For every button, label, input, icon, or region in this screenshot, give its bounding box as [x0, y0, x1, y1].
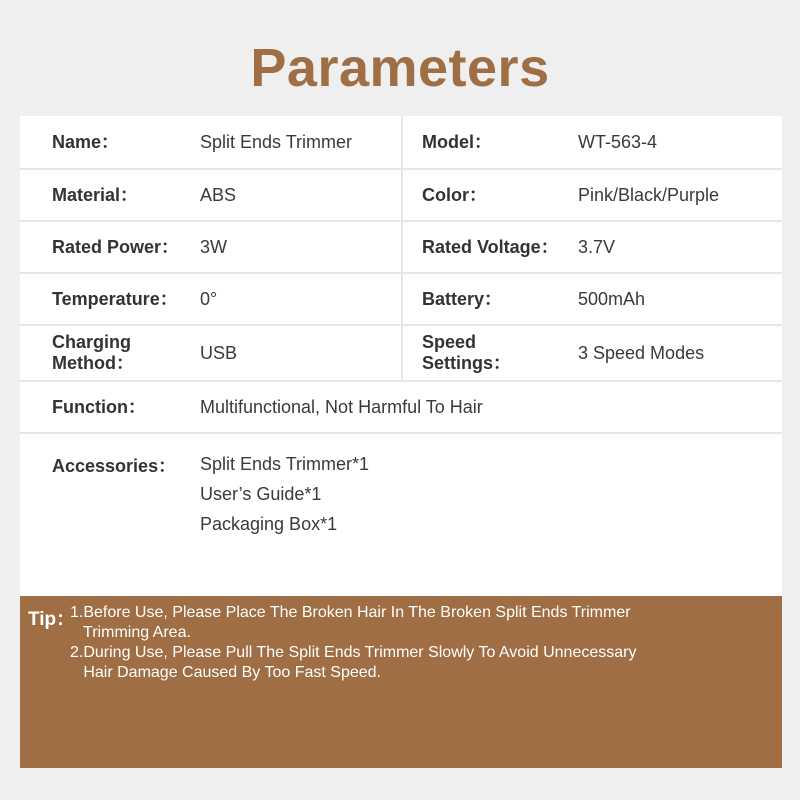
column-divider: [401, 326, 403, 380]
parameters-card: [20, 116, 782, 768]
column-divider: [401, 170, 403, 220]
param-label: Rated Power：: [52, 236, 180, 257]
param-value: 3W: [200, 236, 227, 257]
tip-line: 1.Before Use, Please Place The Broken Hair In The Broken Split Ends Trimmer: [70, 604, 631, 621]
param-value: 3 Speed Modes: [578, 342, 705, 363]
param-label: Name：: [52, 131, 120, 152]
param-label: Rated Voltage：: [422, 236, 559, 257]
param-row: [20, 170, 782, 222]
param-value: 0°: [200, 288, 218, 309]
param-label: Material：: [52, 184, 139, 205]
column-divider: [401, 116, 403, 168]
function-row: [20, 382, 782, 434]
list-item: Packaging Box*1: [200, 514, 338, 534]
list-item: Split Ends Trimmer*1: [200, 454, 370, 474]
column-divider: [401, 274, 403, 324]
param-value: WT-563-4: [578, 131, 658, 152]
tip-line: Trimming Area.: [70, 624, 191, 641]
function-value: Multifunctional, Not Harmful To Hair: [200, 396, 483, 417]
accessories-label: Accessories：: [52, 456, 177, 476]
column-divider: [401, 222, 403, 272]
tip-label: Tip：: [28, 609, 76, 630]
accessories-list: [200, 450, 369, 540]
param-row: [20, 326, 782, 382]
tip-line: 2.During Use, Please Pull The Split Ends Trimmer Slowly To Avoid Unnecessary: [70, 644, 637, 661]
param-value: Split Ends Trimmer: [200, 131, 353, 152]
param-label: Speed Settings：: [422, 332, 512, 373]
param-value: 3.7V: [578, 236, 616, 257]
param-row: [20, 222, 782, 274]
param-label: Temperature：: [52, 288, 178, 309]
param-label: Battery：: [422, 288, 503, 309]
param-value: Pink/Black/Purple: [578, 184, 720, 205]
list-item: User’s Guide*1: [200, 484, 322, 504]
page-title: Parameters: [250, 38, 550, 98]
param-label: Charging Method：: [52, 332, 134, 373]
function-label: Function：: [52, 396, 146, 417]
tip-panel: [20, 596, 782, 768]
tip-text: [70, 603, 770, 683]
param-label: Color：: [422, 184, 487, 205]
tip-line: Hair Damage Caused By Too Fast Speed.: [70, 664, 381, 681]
param-value: 500mAh: [578, 288, 646, 309]
param-value: USB: [200, 342, 238, 363]
param-row: [20, 116, 782, 170]
param-row: [20, 274, 782, 326]
param-value: ABS: [200, 184, 237, 205]
param-label: Model：: [422, 131, 492, 152]
